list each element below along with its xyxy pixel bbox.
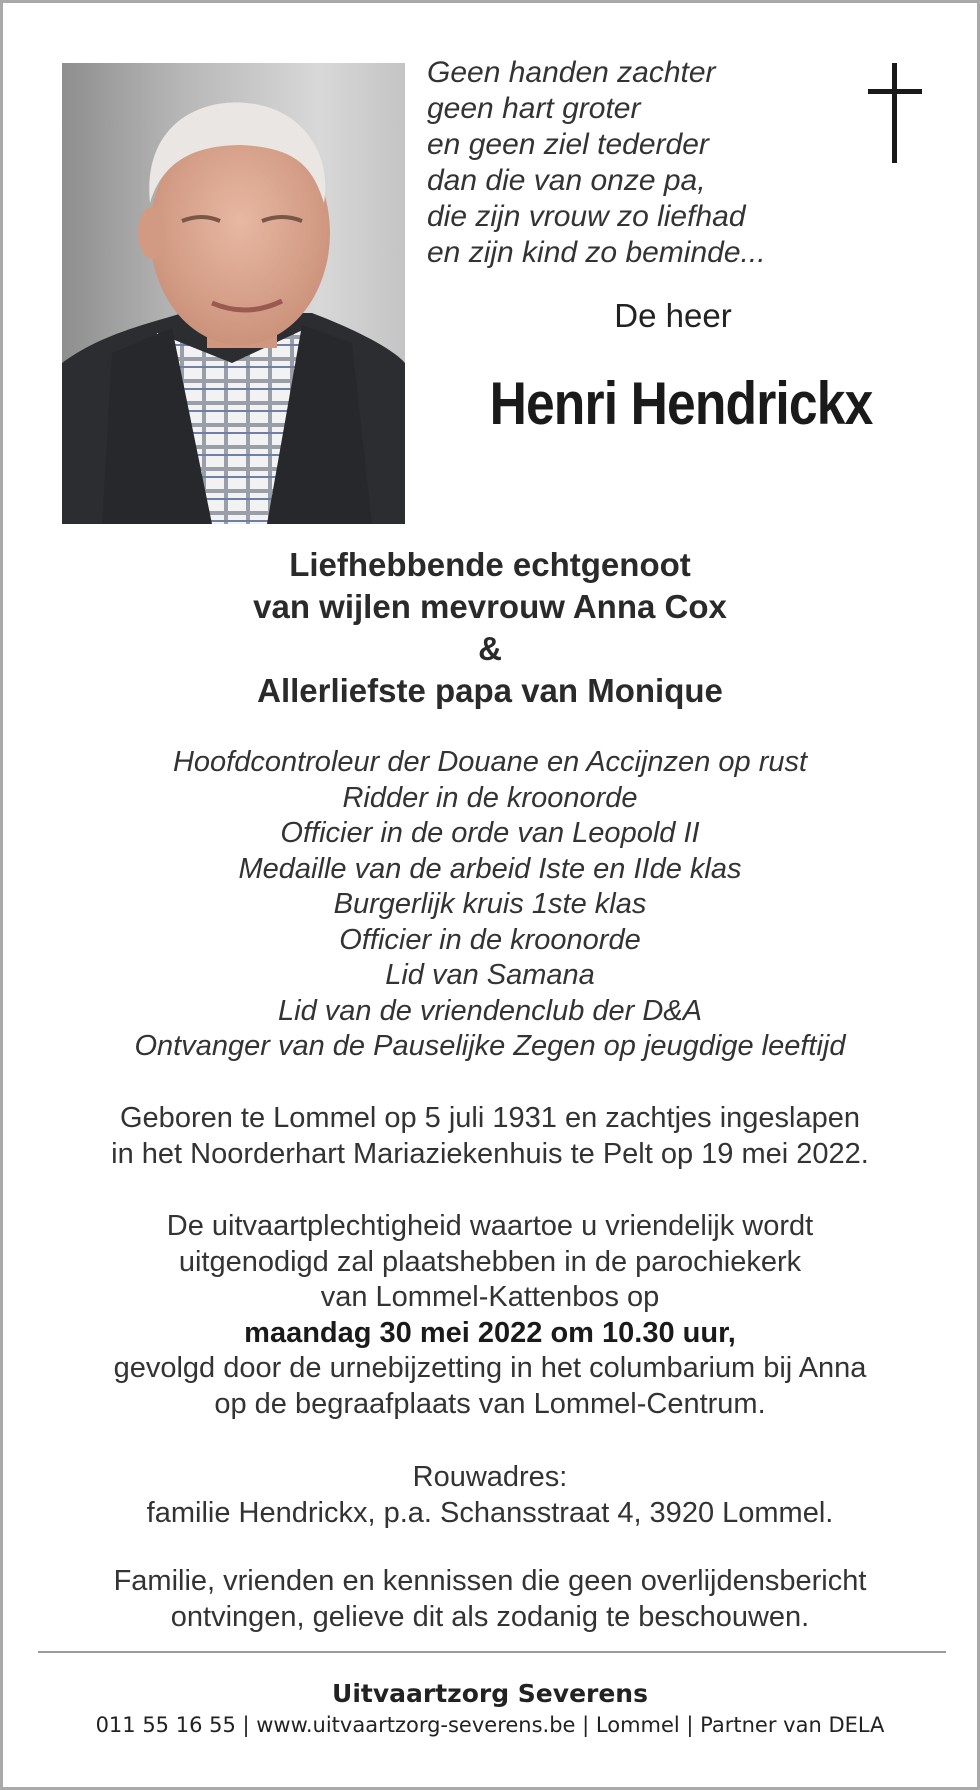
memorial-poem <box>427 55 766 271</box>
ceremony-datetime: maandag 30 mei 2022 om 10.30 uur, <box>244 1316 736 1349</box>
poem-line: geen hart groter <box>427 92 641 125</box>
poem-line: en geen ziel tederder <box>427 128 709 161</box>
notice-text <box>3 1564 977 1635</box>
address-text: familie Hendrickx, p.a. Schansstraat 4, 3920 Lommel. <box>146 1496 834 1529</box>
ceremony-line: op de begraafplaats van Lommel-Centrum. <box>214 1387 766 1420</box>
honorific: De heer <box>614 297 732 334</box>
relation-line: Liefhebbende echtgenoot <box>289 546 691 583</box>
relation-ampersand: & <box>478 630 502 667</box>
honor-item: Officier in de kroonorde <box>339 923 641 956</box>
funeral-company-contact: 011 55 16 55 | www.uitvaartzorg-severens.be | Lommel | Partner van DELA <box>95 1713 885 1737</box>
honor-item: Lid van Samana <box>385 959 595 991</box>
poem-line: dan die van onze pa, <box>427 164 706 197</box>
honor-item: Ridder in de kroonorde <box>342 781 638 814</box>
funeral-company-name: Uitvaartzorg Severens <box>332 1679 648 1708</box>
honor-item: Lid van de vriendenclub der D&A <box>278 994 702 1027</box>
portrait-photo <box>62 63 405 524</box>
honors-list <box>3 745 977 1065</box>
mourning-address <box>3 1460 977 1531</box>
ceremony-line: gevolgd door de urnebijzetting in het columbarium bij Anna <box>113 1352 867 1384</box>
poem-line: Geen handen zachter <box>427 56 716 89</box>
birth-death-info <box>3 1101 977 1172</box>
honor-item: Medaille van de arbeid Iste en IIde klas <box>238 852 742 885</box>
notice-line: ontvingen, gelieve dit als zodanig te beschouwen. <box>170 1600 810 1633</box>
honor-item: Ontvanger van de Pauselijke Zegen op jeugdige leeftijd <box>134 1030 846 1062</box>
birth-line: Geboren te Lommel op 5 juli 1931 en zachtjes ingeslapen <box>120 1102 860 1134</box>
death-line: in het Noorderhart Mariaziekenhuis te Pelt op 19 mei 2022. <box>111 1137 869 1170</box>
footer-divider <box>38 1651 946 1653</box>
address-label: Rouwadres: <box>412 1461 568 1493</box>
funeral-ceremony <box>3 1209 977 1422</box>
notice-line: Familie, vrienden en kennissen die geen overlijdensbericht <box>113 1565 867 1597</box>
deceased-name: Henri Hendrickx <box>489 370 873 437</box>
ceremony-line: uitgenodigd zal plaatshebben in de parochiekerk <box>178 1245 802 1278</box>
family-relations <box>3 544 977 712</box>
ceremony-line: De uitvaartplechtigheid waartoe u vriendelijk wordt <box>166 1210 814 1242</box>
relation-line: Allerliefste papa van Monique <box>257 672 723 709</box>
poem-line: die zijn vrouw zo liefhad <box>427 200 746 233</box>
cross-icon <box>863 63 927 163</box>
poem-line: en zijn kind zo beminde... <box>427 236 766 269</box>
honor-item: Hoofdcontroleur der Douane en Accijnzen op rust <box>172 746 808 778</box>
honor-item: Officier in de orde van Leopold II <box>280 817 700 849</box>
relation-line: van wijlen mevrouw Anna Cox <box>253 588 727 625</box>
ceremony-line: van Lommel-Kattenbos op <box>320 1281 660 1313</box>
honor-item: Burgerlijk kruis 1ste klas <box>333 888 647 920</box>
